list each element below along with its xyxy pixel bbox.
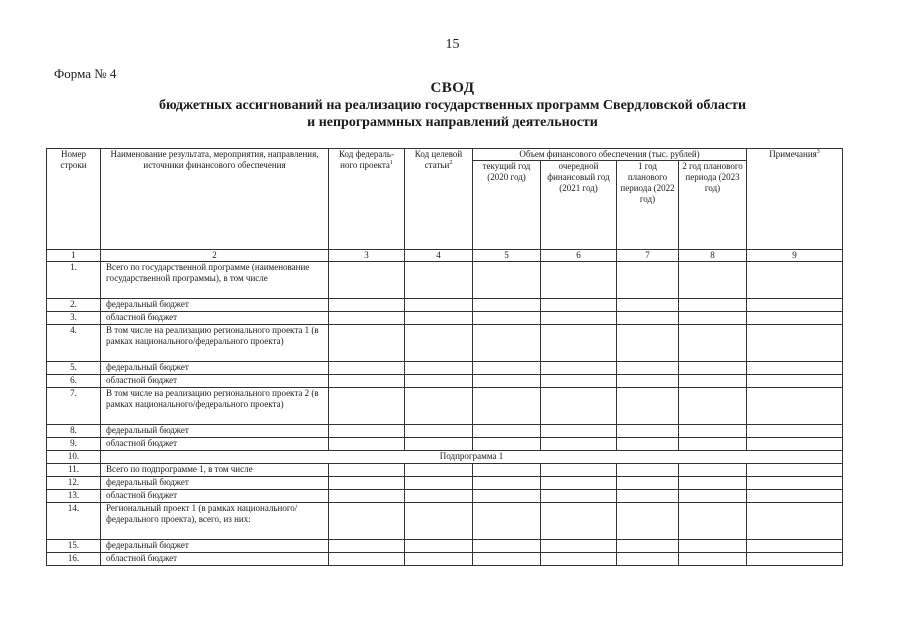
value-cell <box>747 553 843 566</box>
value-cell <box>679 438 747 451</box>
value-cell <box>617 425 679 438</box>
row-name: федеральный бюджет <box>101 477 329 490</box>
value-cell <box>541 299 617 312</box>
value-cell <box>405 503 473 540</box>
page-number: 15 <box>445 37 460 52</box>
value-cell <box>405 325 473 362</box>
subprogram-title: Подпрограмма 1 <box>101 451 843 464</box>
row-number: 1. <box>47 262 101 299</box>
value-cell <box>541 540 617 553</box>
value-cell <box>329 477 405 490</box>
value-cell <box>747 540 843 553</box>
value-cell <box>617 438 679 451</box>
value-cell <box>541 425 617 438</box>
table-row <box>47 312 843 325</box>
value-cell <box>405 425 473 438</box>
value-cell <box>747 312 843 325</box>
value-cell <box>747 299 843 312</box>
column-number-cell: 1 <box>47 250 101 262</box>
value-cell <box>473 299 541 312</box>
value-cell <box>329 464 405 477</box>
value-cell <box>747 477 843 490</box>
value-cell <box>405 477 473 490</box>
value-cell <box>405 540 473 553</box>
form-label: Форма № 4 <box>54 66 117 81</box>
value-cell <box>747 388 843 425</box>
value-cell <box>473 438 541 451</box>
value-cell <box>473 503 541 540</box>
header-current-year: текущий год (2020 год) <box>473 161 541 250</box>
value-cell <box>747 438 843 451</box>
title-line-1: СВОД <box>430 80 475 96</box>
row-name: областной бюджет <box>101 490 329 503</box>
value-cell <box>679 425 747 438</box>
value-cell <box>473 375 541 388</box>
table-row <box>47 477 843 490</box>
value-cell <box>473 553 541 566</box>
value-cell <box>617 490 679 503</box>
header-next-year: очередной финансовый год (2021 год) <box>541 161 617 250</box>
row-name: В том числе на реализацию регионального проекта 1 (в рамках национального/федерального проекта) <box>101 325 329 362</box>
value-cell <box>679 477 747 490</box>
table-row <box>47 299 843 312</box>
table-row <box>47 503 843 540</box>
value-cell <box>329 490 405 503</box>
row-name: областной бюджет <box>101 438 329 451</box>
header-federal-project-code: Код федераль-ного проекта$^1$ <box>329 149 405 250</box>
value-cell <box>405 262 473 299</box>
table-row <box>47 362 843 375</box>
value-cell <box>329 540 405 553</box>
value-cell <box>679 299 747 312</box>
value-cell <box>541 490 617 503</box>
value-cell <box>405 388 473 425</box>
row-name: Всего по государственной программе (наименование государственной программы), в том числе <box>101 262 329 299</box>
value-cell <box>329 438 405 451</box>
value-cell <box>473 540 541 553</box>
column-number-cell: 6 <box>541 250 617 262</box>
table-row <box>47 540 843 553</box>
row-number: 10. <box>47 451 101 464</box>
value-cell <box>747 362 843 375</box>
value-cell <box>405 464 473 477</box>
row-name: федеральный бюджет <box>101 299 329 312</box>
table-row <box>47 553 843 566</box>
row-number: 5. <box>47 362 101 375</box>
title-line-3: и непрограммных направлений деятельности <box>307 115 598 130</box>
value-cell <box>617 477 679 490</box>
column-number-cell: 5 <box>473 250 541 262</box>
column-number-cell: 7 <box>617 250 679 262</box>
value-cell <box>541 312 617 325</box>
value-cell <box>747 425 843 438</box>
value-cell <box>747 503 843 540</box>
row-name: федеральный бюджет <box>101 540 329 553</box>
value-cell <box>473 325 541 362</box>
document-title <box>0 80 905 131</box>
value-cell <box>473 388 541 425</box>
value-cell <box>473 464 541 477</box>
value-cell <box>405 438 473 451</box>
row-number: 9. <box>47 438 101 451</box>
value-cell <box>541 438 617 451</box>
value-cell <box>473 312 541 325</box>
value-cell <box>541 325 617 362</box>
value-cell <box>329 262 405 299</box>
column-number-cell: 2 <box>101 250 329 262</box>
column-number-cell: 4 <box>405 250 473 262</box>
table-row <box>47 375 843 388</box>
title-line-2: бюджетных ассигнований на реализацию государственных программ Свердловской области <box>158 98 747 113</box>
value-cell <box>679 312 747 325</box>
value-cell <box>541 553 617 566</box>
value-cell <box>405 312 473 325</box>
column-number-cell: 8 <box>679 250 747 262</box>
row-number: 7. <box>47 388 101 425</box>
header-plan-year-1: 1 год планового периода (2022 год) <box>617 161 679 250</box>
value-cell <box>405 553 473 566</box>
header-target-article-code: Код целевой статьи$^2$ <box>405 149 473 250</box>
value-cell <box>617 553 679 566</box>
budget-table <box>46 148 843 566</box>
row-number: 13. <box>47 490 101 503</box>
value-cell <box>329 503 405 540</box>
row-number: 3. <box>47 312 101 325</box>
value-cell <box>329 362 405 375</box>
row-number: 16. <box>47 553 101 566</box>
value-cell <box>747 325 843 362</box>
table-row <box>47 438 843 451</box>
value-cell <box>473 362 541 375</box>
value-cell <box>679 362 747 375</box>
value-cell <box>679 464 747 477</box>
value-cell <box>541 477 617 490</box>
value-cell <box>617 262 679 299</box>
value-cell <box>679 553 747 566</box>
value-cell <box>329 375 405 388</box>
row-number: 6. <box>47 375 101 388</box>
value-cell <box>329 325 405 362</box>
value-cell <box>617 540 679 553</box>
value-cell <box>405 362 473 375</box>
value-cell <box>617 299 679 312</box>
value-cell <box>473 477 541 490</box>
value-cell <box>679 325 747 362</box>
value-cell <box>541 362 617 375</box>
row-name: В том числе на реализацию регионального проекта 2 (в рамках национального/федерального проекта) <box>101 388 329 425</box>
value-cell <box>679 388 747 425</box>
value-cell <box>329 312 405 325</box>
value-cell <box>679 262 747 299</box>
value-cell <box>617 325 679 362</box>
value-cell <box>617 464 679 477</box>
table-row <box>47 490 843 503</box>
value-cell <box>541 388 617 425</box>
value-cell <box>747 490 843 503</box>
table-row <box>47 325 843 362</box>
value-cell <box>617 312 679 325</box>
value-cell <box>747 375 843 388</box>
header-name: Наименование результата, мероприятия, направления, источники финансового обеспечения <box>101 149 329 250</box>
value-cell <box>541 262 617 299</box>
row-number: 8. <box>47 425 101 438</box>
header-row-number: Номер строки <box>47 149 101 250</box>
value-cell <box>541 503 617 540</box>
row-name: федеральный бюджет <box>101 425 329 438</box>
value-cell <box>679 375 747 388</box>
row-number: 12. <box>47 477 101 490</box>
value-cell <box>329 299 405 312</box>
table-row <box>47 425 843 438</box>
value-cell <box>747 262 843 299</box>
value-cell <box>405 490 473 503</box>
header-financing-volume: Объем финансового обеспечения (тыс. рублей) <box>473 149 747 161</box>
header-notes: Примечания$^3$ <box>747 149 843 250</box>
value-cell <box>473 490 541 503</box>
value-cell <box>329 388 405 425</box>
row-number: 2. <box>47 299 101 312</box>
value-cell <box>747 464 843 477</box>
value-cell <box>329 425 405 438</box>
value-cell <box>541 375 617 388</box>
table-row <box>47 262 843 299</box>
row-name: областной бюджет <box>101 553 329 566</box>
row-name: Региональный проект 1 (в рамках национального/федерального проекта), всего, из них: <box>101 503 329 540</box>
table-row <box>47 464 843 477</box>
column-number-cell: 9 <box>747 250 843 262</box>
value-cell <box>679 490 747 503</box>
value-cell <box>541 464 617 477</box>
value-cell <box>473 262 541 299</box>
value-cell <box>679 503 747 540</box>
column-numbers-row <box>47 250 843 262</box>
column-number-cell: 3 <box>329 250 405 262</box>
row-number: 15. <box>47 540 101 553</box>
row-name: Всего по подпрограмме 1, в том числе <box>101 464 329 477</box>
row-number: 11. <box>47 464 101 477</box>
value-cell <box>329 553 405 566</box>
table-row <box>47 451 843 464</box>
row-name: областной бюджет <box>101 312 329 325</box>
value-cell <box>617 388 679 425</box>
row-number: 4. <box>47 325 101 362</box>
row-name: областной бюджет <box>101 375 329 388</box>
table-row <box>47 388 843 425</box>
value-cell <box>405 375 473 388</box>
value-cell <box>617 362 679 375</box>
row-name: федеральный бюджет <box>101 362 329 375</box>
value-cell <box>405 299 473 312</box>
value-cell <box>617 503 679 540</box>
value-cell <box>679 540 747 553</box>
value-cell <box>617 375 679 388</box>
header-plan-year-2: 2 год планового периода (2023 год) <box>679 161 747 250</box>
value-cell <box>473 425 541 438</box>
row-number: 14. <box>47 503 101 540</box>
